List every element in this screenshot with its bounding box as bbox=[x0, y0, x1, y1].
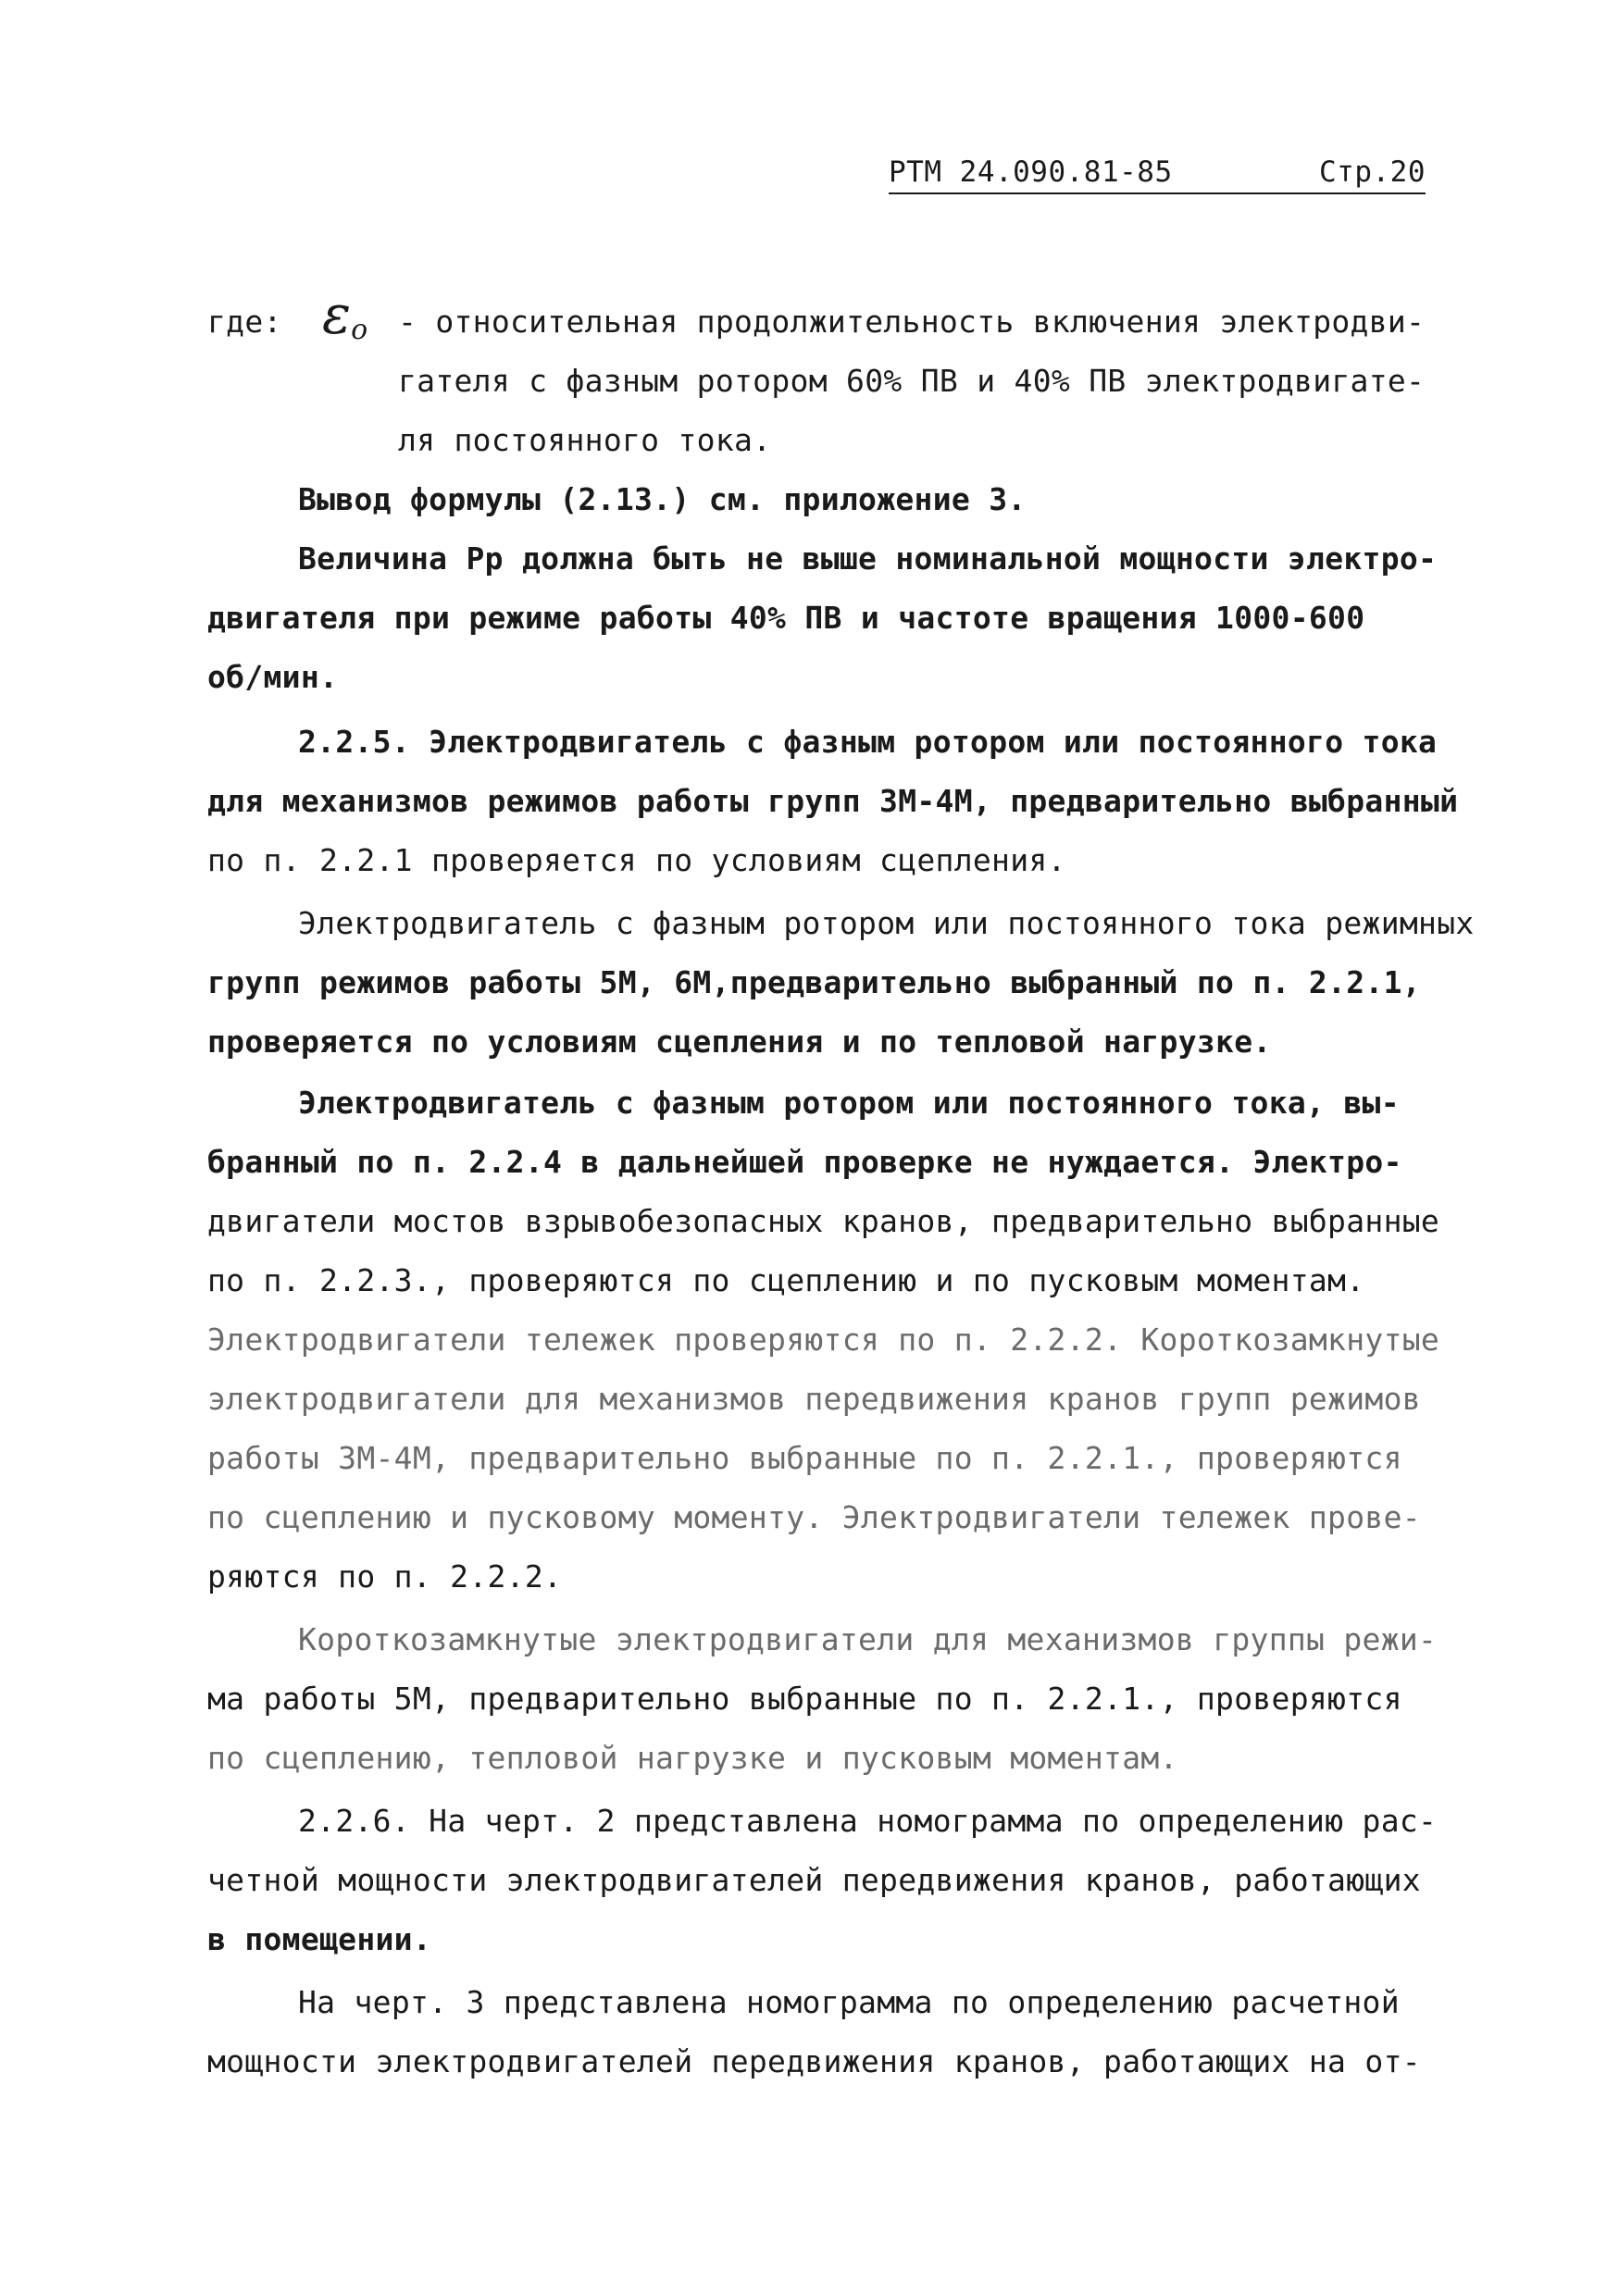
text-line-6: двигателя при режиме работы 40% ПВ и частоте вращения 1000-600 bbox=[207, 600, 1365, 636]
text-line-23: Короткозамкнутые электродвигатели для механизмов группы режи- bbox=[298, 1621, 1438, 1657]
text-line-12: групп режимов работы 5М, 6М,предварительно выбранный по п. 2.2.1, bbox=[207, 964, 1421, 1000]
text-line-5: Величина Рр должна быть не выше номинальной мощности электро- bbox=[298, 540, 1438, 577]
text-line-8: 2.2.5. Электродвигатель с фазным ротором или постоянного тока bbox=[298, 724, 1438, 760]
text-line-13: проверяется по условиям сцепления и по тепловой нагрузке. bbox=[207, 1024, 1272, 1060]
text-line-7: об/мин. bbox=[207, 659, 339, 695]
text-line-10: по п. 2.2.1 проверяется по условиям сцепления. bbox=[207, 842, 1066, 878]
text-line-28: в помещении. bbox=[207, 1921, 432, 1957]
text-line-4: Вывод формулы (2.13.) см. приложение 3. bbox=[298, 481, 1027, 517]
text-line-18: Электродвигатели тележек проверяются по п. 2.2.2. Короткозамкнутые bbox=[207, 1322, 1440, 1358]
document-code: РТМ 24.090.81-85 bbox=[889, 155, 1173, 189]
text-line-19: электродвигатели для механизмов передвижения кранов групп режимов bbox=[207, 1381, 1421, 1417]
header-underline bbox=[889, 192, 1426, 194]
text-line-25: по сцеплению, тепловой нагрузке и пусковым моментам. bbox=[207, 1740, 1178, 1776]
where-label: где: bbox=[207, 304, 282, 340]
text-line-14: Электродвигатель с фазным ротором или постоянного тока, вы- bbox=[298, 1085, 1400, 1121]
text-line-9: для механизмов режимов работы групп 3М-4М, предварительно выбранный bbox=[207, 783, 1459, 819]
text-line-30: мощности электродвигателей передвижения кранов, работающих на от- bbox=[207, 2043, 1421, 2079]
text-line-16: двигатели мостов взрывобезопасных кранов, предварительно выбранные bbox=[207, 1203, 1440, 1239]
text-line-24: ма работы 5М, предварительно выбранные по п. 2.2.1., проверяются bbox=[207, 1681, 1402, 1717]
text-line-15: бранный по п. 2.2.4 в дальнейшей проверке не нуждается. Электро- bbox=[207, 1144, 1402, 1180]
text-line-3: ля постоянного тока. bbox=[398, 422, 772, 458]
text-line-2: гателя с фазным ротором 60% ПВ и 40% ПВ электродвигате- bbox=[398, 363, 1426, 399]
page-header bbox=[889, 155, 1426, 196]
epsilon-symbol: $\varepsilon_о$ bbox=[322, 283, 368, 346]
text-line-17: по п. 2.2.3., проверяются по сцеплению и по пусковым моментам. bbox=[207, 1262, 1365, 1298]
text-line-1: - относительная продолжительность включения электродви- bbox=[398, 304, 1426, 340]
page-number: Стр.20 bbox=[1319, 155, 1426, 189]
text-line-20: работы 3М-4М, предварительно выбранные по п. 2.2.1., проверяются bbox=[207, 1440, 1402, 1476]
text-line-26: 2.2.6. На черт. 2 представлена номограмма по определению рас- bbox=[298, 1803, 1438, 1839]
text-line-29: На черт. 3 представлена номограмма по определению расчетной bbox=[298, 1984, 1400, 2020]
text-line-22: ряются по п. 2.2.2. bbox=[207, 1558, 563, 1595]
text-line-21: по сцеплению и пусковому моменту. Электродвигатели тележек прове- bbox=[207, 1499, 1421, 1535]
text-line-27: четной мощности электродвигателей передвижения кранов, работающих bbox=[207, 1862, 1421, 1898]
text-line-11: Электродвигатель с фазным ротором или постоянного тока режимных bbox=[298, 905, 1475, 941]
